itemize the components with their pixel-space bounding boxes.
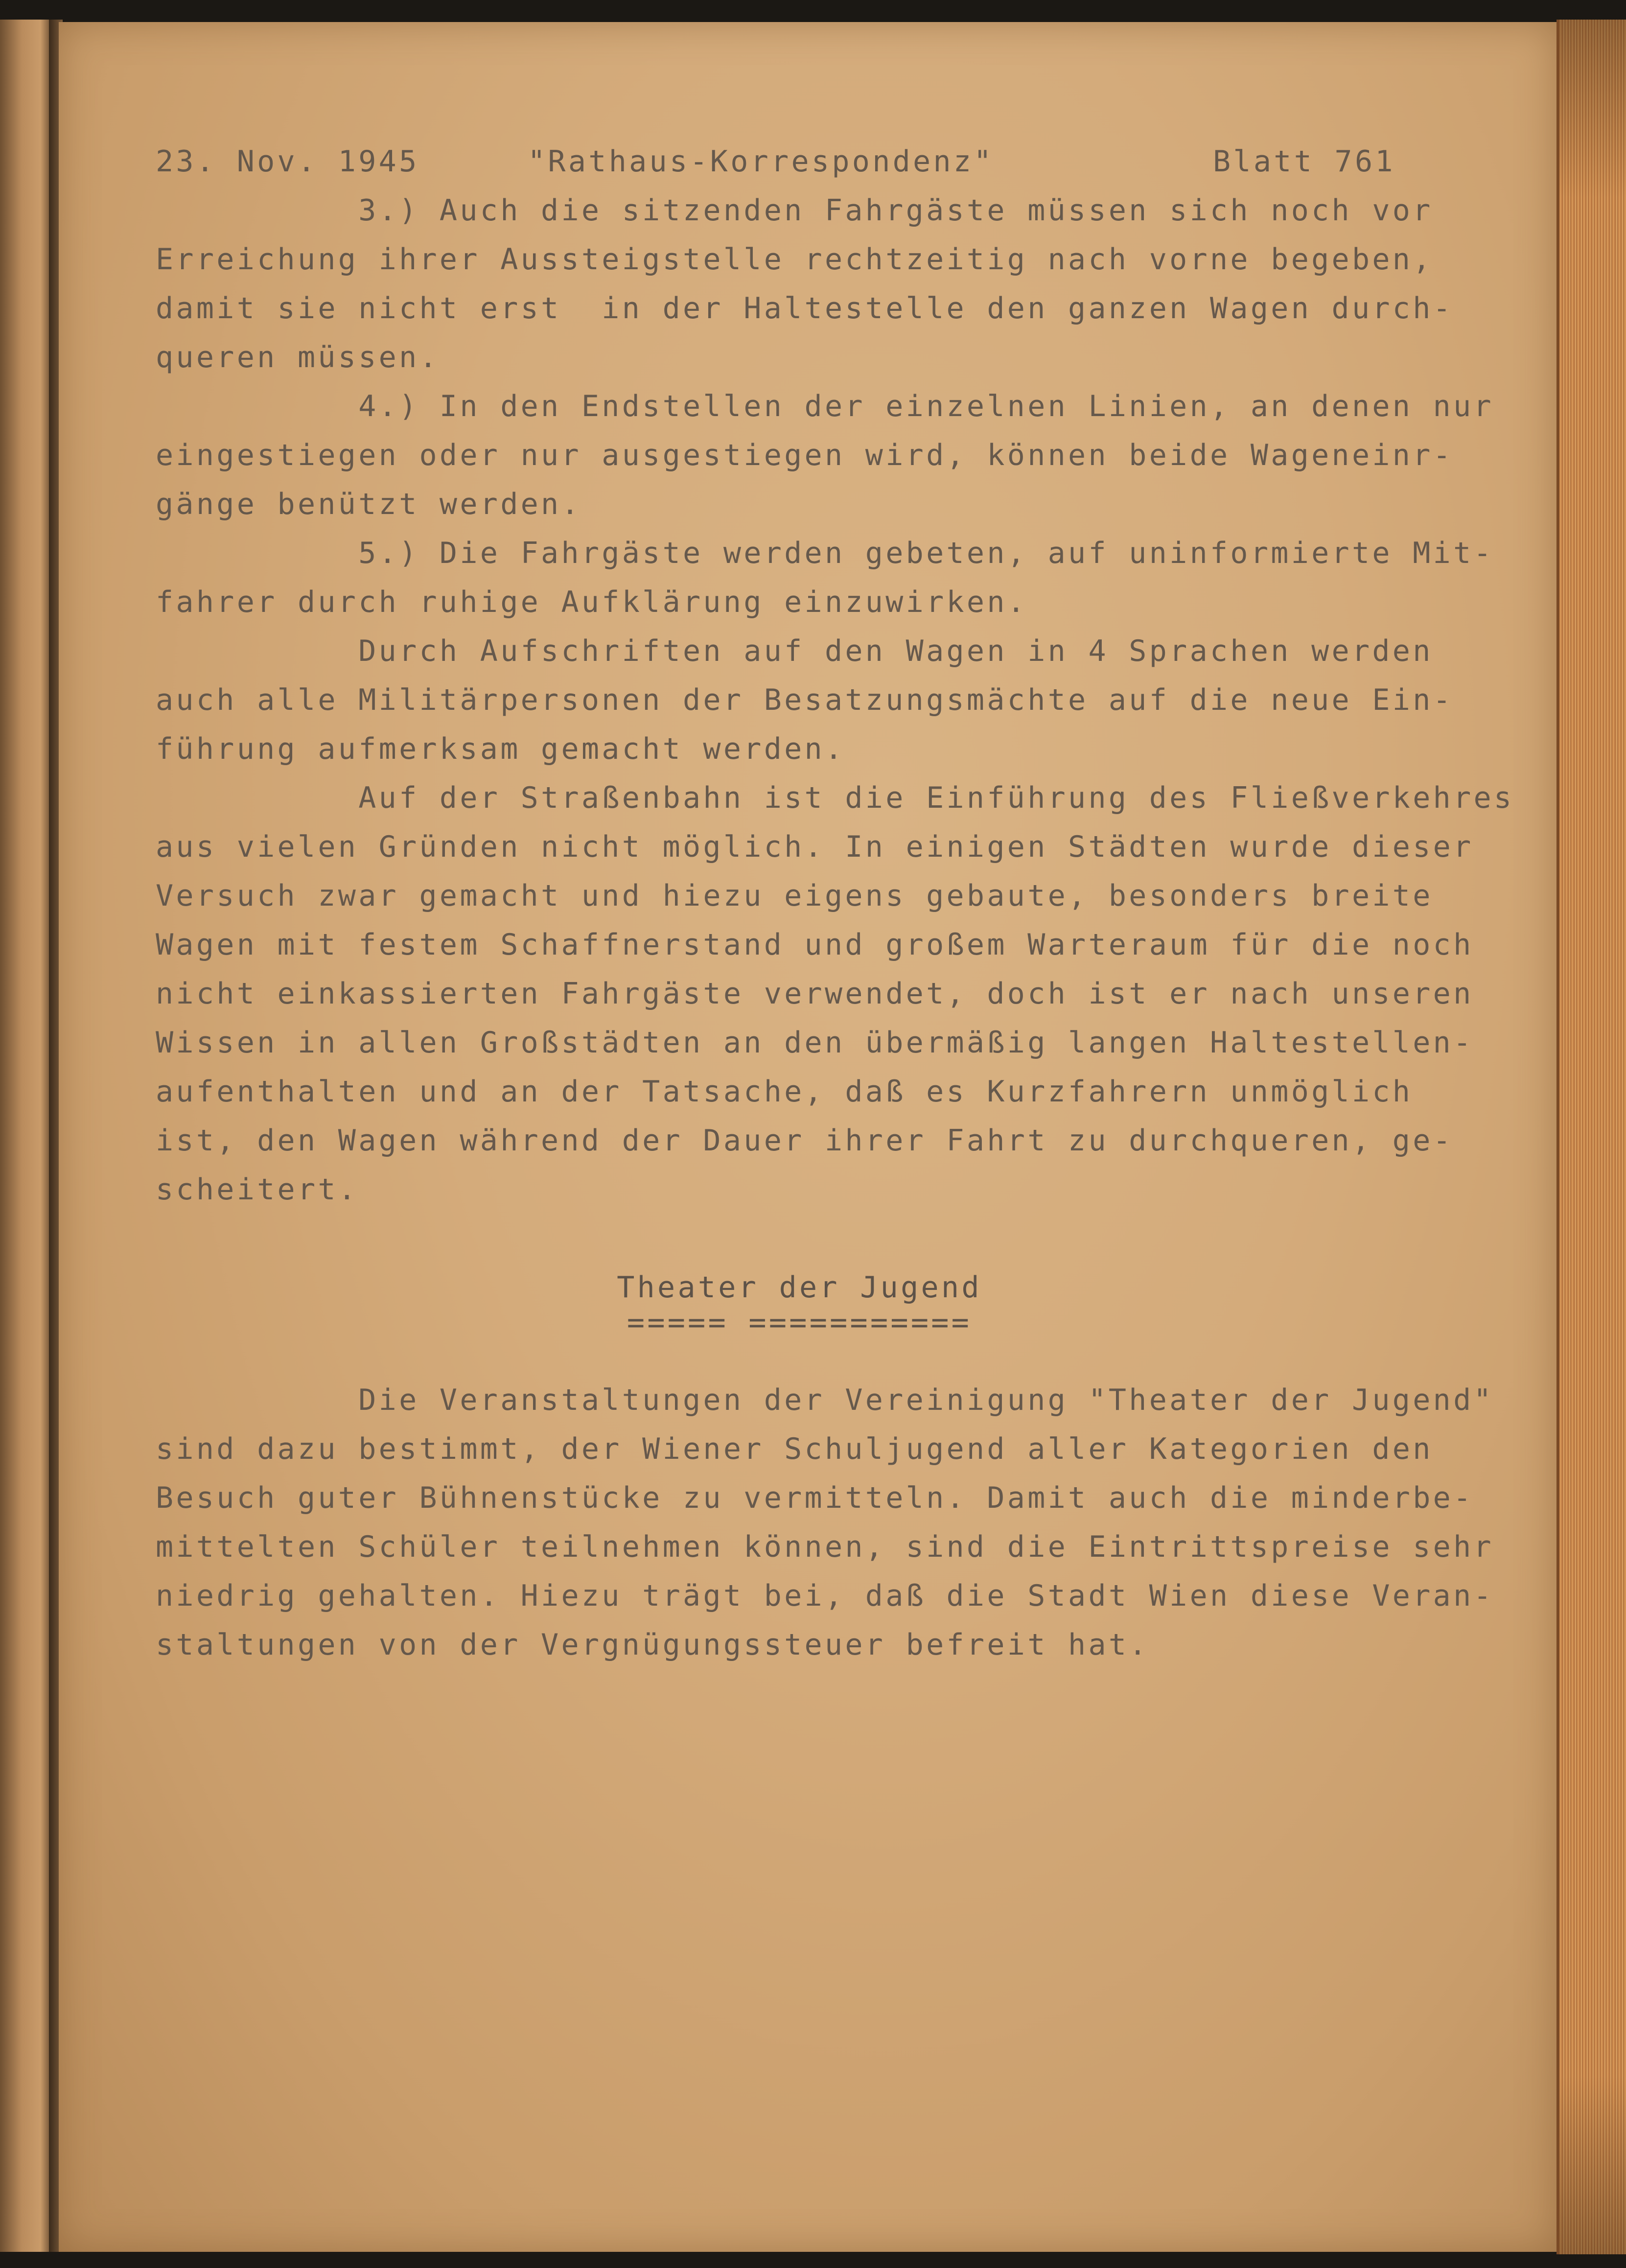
section-title: Theater der Jugend — [617, 1270, 982, 1305]
text-line: eingestiegen oder nur ausgestiegen wird, können beide Wageneinr- — [156, 438, 1454, 472]
text-line: 3.) Auch die sitzenden Fahrgäste müssen sich noch vor — [156, 193, 1433, 228]
text-line: Auf der Straßenbahn ist die Einführung des Fließverkehres — [156, 781, 1514, 815]
text-line: ist, den Wagen während der Dauer ihrer Fahrt zu durchqueren, ge- — [156, 1123, 1454, 1158]
left-facing-page-edge — [0, 20, 54, 2252]
text-line: niedrig gehalten. Hiezu trägt bei, daß die Stadt Wien diese Veran- — [156, 1579, 1494, 1613]
text-line: Erreichung ihrer Aussteigstelle rechtzeitig nach vorne begeben, — [156, 242, 1433, 277]
header-page-number: Blatt 761 — [1213, 144, 1395, 179]
text-line: auch alle Militärpersonen der Besatzungsmächte auf die neue Ein- — [156, 683, 1454, 717]
text-line: Wagen mit festem Schaffnerstand und großem Warteraum für die noch — [156, 928, 1474, 962]
text-line: 4.) In den Endstellen der einzelnen Linien, an denen nur — [156, 389, 1494, 423]
text-line: führung aufmerksam gemacht werden. — [156, 732, 845, 766]
text-line: Durch Aufschriften auf den Wagen in 4 Sprachen werden — [156, 634, 1433, 668]
text-line: fahrer durch ruhige Aufklärung einzuwirken. — [156, 585, 1028, 619]
header-source: "Rathaus-Korrespondenz" — [528, 144, 994, 179]
text-line: 5.) Die Fahrgäste werden gebeten, auf uninformierte Mit- — [156, 536, 1494, 570]
text-line: queren müssen. — [156, 340, 440, 374]
text-line: gänge benützt werden. — [156, 487, 581, 521]
title-underline: ===== =========== — [627, 1306, 972, 1340]
text-line: nicht einkassierten Fahrgäste verwendet, doch ist er nach unseren — [156, 977, 1474, 1011]
text-line: damit sie nicht erst in der Haltestelle den ganzen Wagen durch- — [156, 291, 1454, 326]
text-line: mittelten Schüler teilnehmen können, sind die Eintrittspreise sehr — [156, 1530, 1494, 1564]
text-line: scheitert. — [156, 1172, 359, 1207]
typewritten-text — [156, 141, 1514, 1662]
text-line: staltungen von der Vergnügungssteuer befreit hat. — [156, 1628, 1149, 1662]
text-line: sind dazu bestimmt, der Wiener Schuljugend aller Kategorien den — [156, 1432, 1433, 1466]
text-line: Die Veranstaltungen der Vereinigung "Theater der Jugend" — [156, 1383, 1494, 1417]
header-date: 23. Nov. 1945 — [156, 144, 419, 179]
text-line: aufenthalten und an der Tatsache, daß es Kurzfahrern unmöglich — [156, 1075, 1413, 1109]
text-line: Versuch zwar gemacht und hiezu eigens gebaute, besonders breite — [156, 879, 1433, 913]
text-line: Besuch guter Bühnenstücke zu vermitteln. Damit auch die minderbe- — [156, 1481, 1474, 1515]
text-line: aus vielen Gründen nicht möglich. In einigen Städten wurde dieser — [156, 830, 1474, 864]
stacked-page-edges — [1556, 20, 1626, 2254]
text-line: Wissen in allen Großstädten an den übermäßig langen Haltestellen- — [156, 1026, 1474, 1060]
